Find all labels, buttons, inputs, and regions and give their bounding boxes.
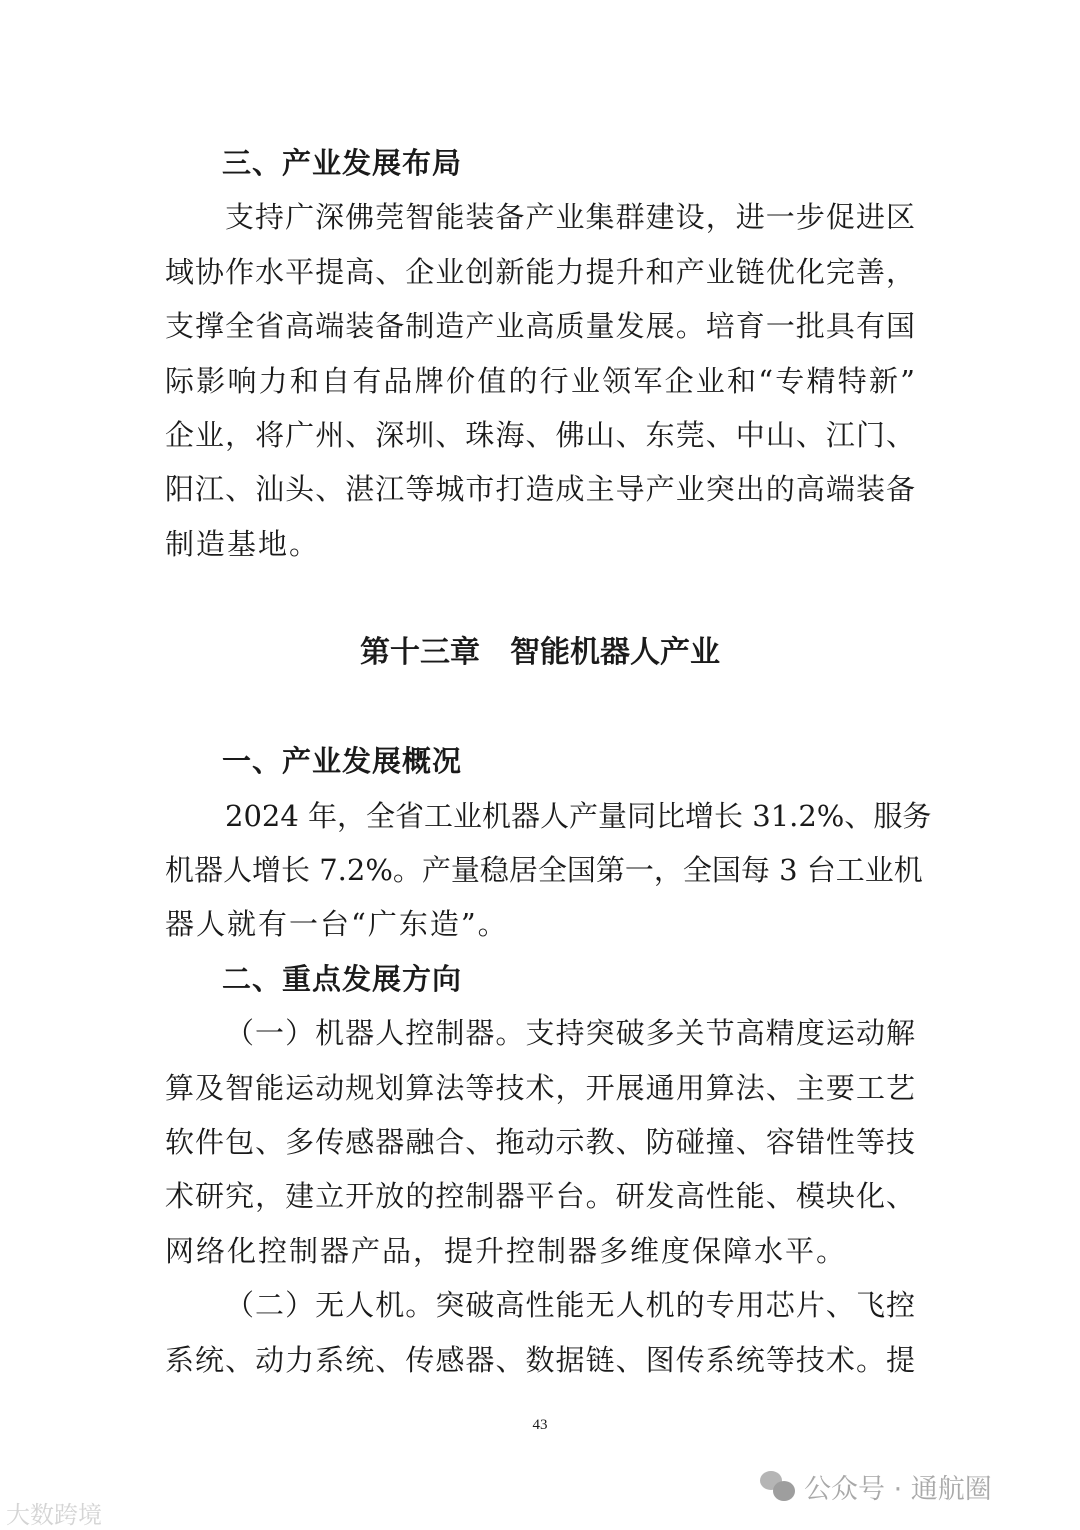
text-line: 软件包、多传感器融合、拖动示教、防碰撞、容错性等技 (165, 1125, 915, 1160)
page-number: 43 (532, 1417, 548, 1433)
text-line: （一）机器人控制器。支持突破多关节高精度运动解 (225, 1016, 915, 1051)
text-line: 际影响力和自有品牌价值的行业领军企业和“专精特新” (165, 363, 915, 398)
text-line: 支持广深佛莞智能装备产业集群建设，进一步促进区 (225, 200, 915, 235)
watermark-left: 大数跨境 (6, 1501, 102, 1529)
chapter-title (165, 626, 915, 680)
text-line: 企业，将广州、深圳、珠海、佛山、东莞、中山、江门、 (165, 417, 915, 452)
section-heading: 三、产业发展布局 (222, 146, 463, 180)
text-line: 术研究，建立开放的控制器平台。研发高性能、模块化、 (165, 1179, 915, 1214)
text-line: 阳江、汕头、湛江等城市打造成主导产业突出的高端装备 (165, 472, 915, 507)
text-line: 系统、动力系统、传感器、数据链、图传系统等技术。提 (165, 1342, 915, 1377)
chapter-title-text: 第十三章 智能机器人产业 (360, 634, 720, 670)
text-line: 机器人增长 7.2%。产量稳居全国第一，全国每 3 台工业机 (165, 853, 923, 888)
watermark-right (760, 1467, 992, 1506)
section-heading: 二、重点发展方向 (222, 961, 463, 996)
text-line: 网络化控制器产品，提升控制器多维度保障水平。 (165, 1233, 848, 1268)
watermark-right-text: 公众号 · 通航圈 (804, 1474, 992, 1505)
text-line: 2024 年，全省工业机器人产量同比增长 31.2%、服务 (225, 798, 932, 833)
text-line: （二）无人机。突破高性能无人机的专用芯片、飞控 (225, 1288, 915, 1323)
text-line: 器人就有一台“广东造”。 (165, 907, 509, 942)
document-body (165, 136, 932, 1387)
wechat-icon (760, 1471, 796, 1503)
text-line: 域协作水平提高、企业创新能力提升和产业链优化完善， (165, 254, 915, 289)
text-line: 算及智能运动规划算法等技术，开展通用算法、主要工艺 (165, 1070, 915, 1105)
text-line: 支撑全省高端装备制造产业高质量发展。培育一批具有国 (165, 309, 915, 344)
text-line: 制造基地。 (165, 526, 321, 561)
section-heading: 一、产业发展概况 (222, 744, 463, 779)
